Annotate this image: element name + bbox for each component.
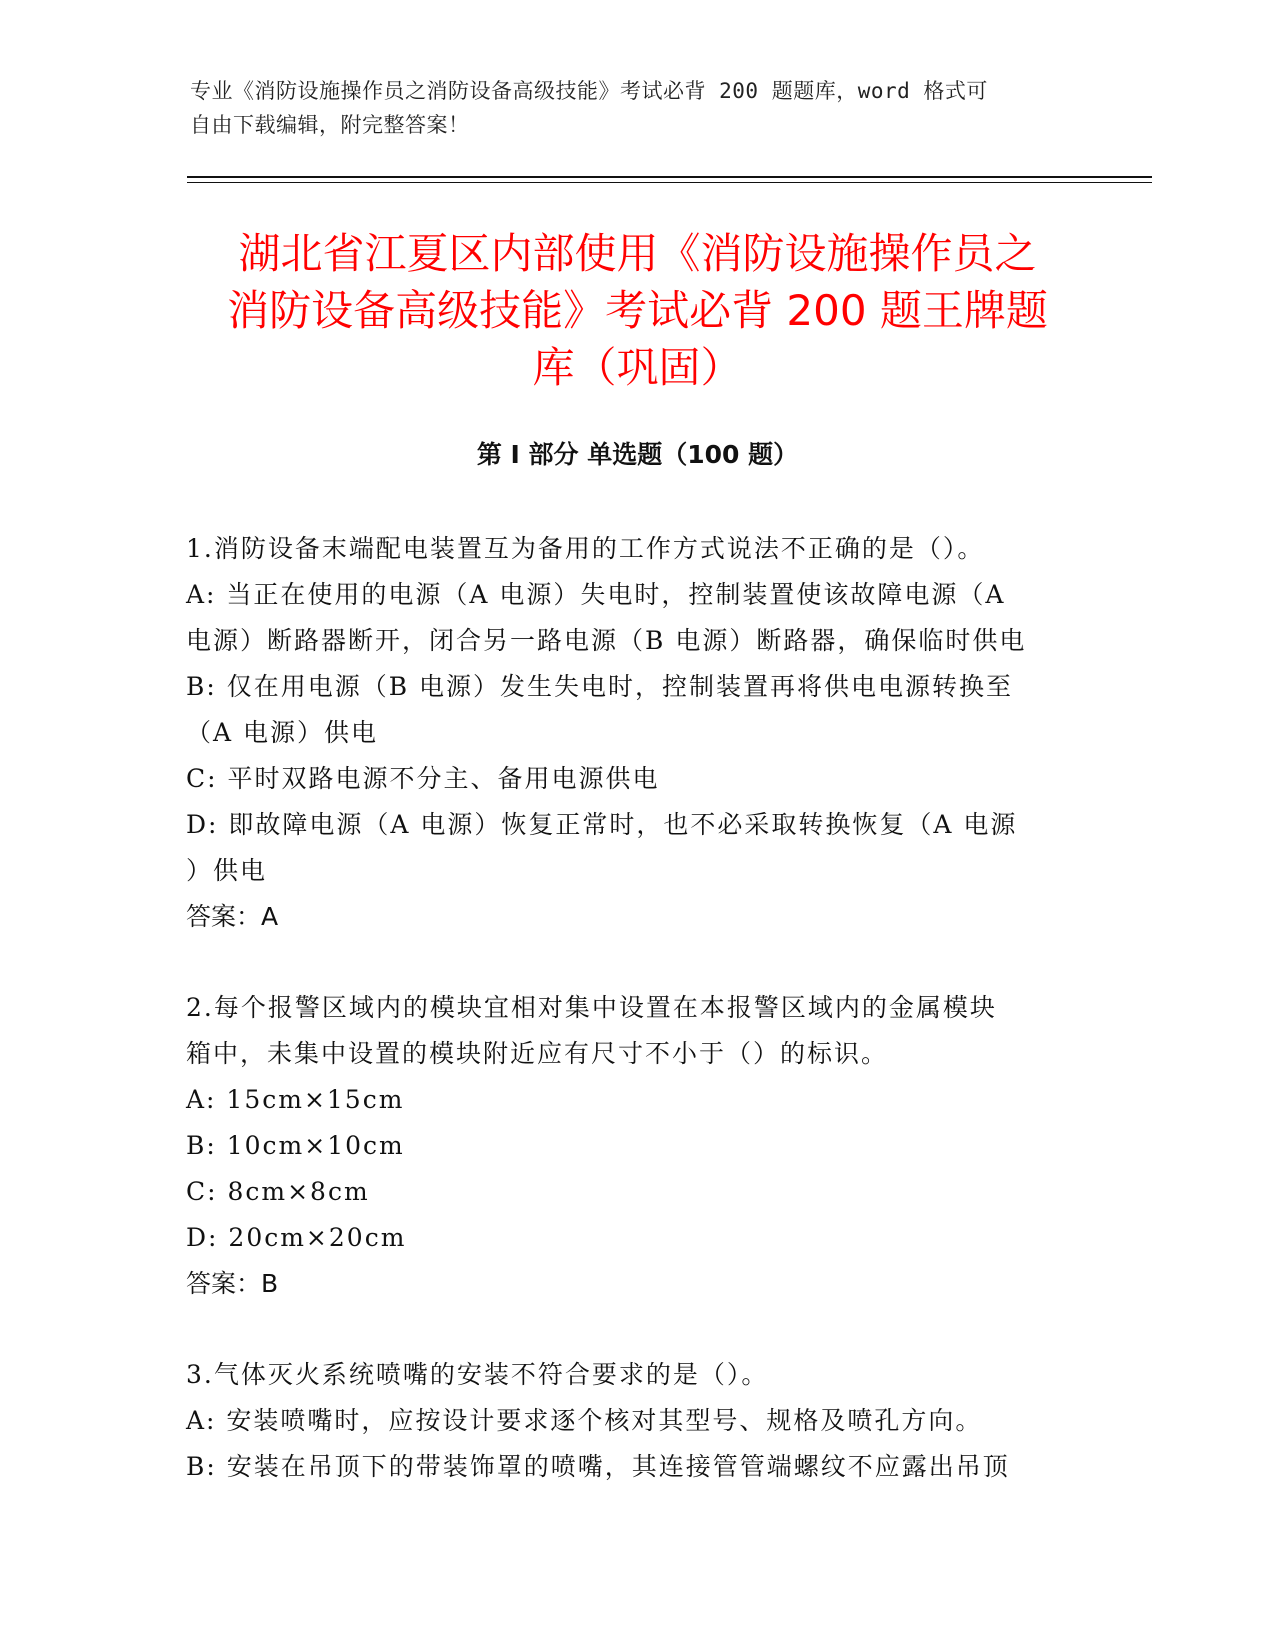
question-3-stem-line-1: 3.气体灭火系统喷嘴的安装不符合要求的是（）。 bbox=[186, 1360, 769, 1389]
header-note-line-1: 专业《消防设施操作员之消防设备高级技能》考试必背 200 题题库，word 格式可 bbox=[190, 79, 988, 103]
question-1-answer: 答案：A bbox=[186, 902, 279, 931]
question-2-option-a: A: 15cm×15cm bbox=[186, 1085, 405, 1114]
question-1-option-a-line-1: A: 当正在使用的电源（A 电源）失电时，控制装置使该故障电源（A bbox=[186, 580, 1006, 609]
header-divider-thick bbox=[187, 176, 1152, 178]
question-2-option-b: B: 10cm×10cm bbox=[186, 1131, 405, 1160]
question-1-option-a-line-2: 电源）断路器断开，闭合另一路电源（B 电源）断路器，确保临时供电 bbox=[186, 626, 1027, 655]
section-title: 第 I 部分 单选题（100 题） bbox=[476, 440, 799, 469]
question-item-1 bbox=[186, 526, 1076, 940]
question-1-stem-line-1: 1.消防设备末端配电装置互为备用的工作方式说法不正确的是（）。 bbox=[186, 534, 985, 563]
question-item-3 bbox=[186, 1352, 1076, 1490]
header-note bbox=[190, 74, 1070, 142]
question-1-option-b-line-2: （A 电源）供电 bbox=[186, 718, 379, 747]
document-title-line-2: 消防设备高级技能》考试必背 200 题王牌题 bbox=[227, 286, 1048, 335]
document-title-line-1: 湖北省江夏区内部使用《消防设施操作员之 bbox=[238, 229, 1037, 278]
question-item-2 bbox=[186, 985, 1076, 1307]
question-2-option-d: D: 20cm×20cm bbox=[186, 1223, 407, 1252]
question-2-stem-line-1: 2.每个报警区域内的模块宜相对集中设置在本报警区域内的金属模块 bbox=[186, 993, 997, 1022]
question-1-option-d-line-2: ）供电 bbox=[186, 856, 268, 885]
question-2-stem-line-2: 箱中，未集中设置的模块附近应有尺寸不小于（）的标识。 bbox=[186, 1039, 889, 1068]
question-2-option-c: C: 8cm×8cm bbox=[186, 1177, 370, 1206]
question-1-option-c: C: 平时双路电源不分主、备用电源供电 bbox=[186, 764, 660, 793]
header-note-line-2: 自由下载编辑，附完整答案！ bbox=[190, 113, 470, 137]
header-divider-thin bbox=[187, 182, 1152, 183]
document-title-line-3: 库（巩固） bbox=[532, 343, 743, 392]
question-3-option-b-line-1: B: 安装在吊顶下的带装饰罩的喷嘴，其连接管管端螺纹不应露出吊顶 bbox=[186, 1452, 1010, 1481]
question-1-option-d-line-1: D: 即故障电源（A 电源）恢复正常时，也不必采取转换恢复（A 电源 bbox=[186, 810, 1018, 839]
question-2-answer: 答案：B bbox=[186, 1269, 279, 1298]
document-title bbox=[160, 225, 1115, 396]
question-3-option-a: A: 安装喷嘴时，应按设计要求逐个核对其型号、规格及喷孔方向。 bbox=[186, 1406, 983, 1435]
question-1-option-b-line-1: B: 仅在用电源（B 电源）发生失电时，控制装置再将供电电源转换至 bbox=[186, 672, 1014, 701]
question-list bbox=[186, 526, 1076, 1535]
